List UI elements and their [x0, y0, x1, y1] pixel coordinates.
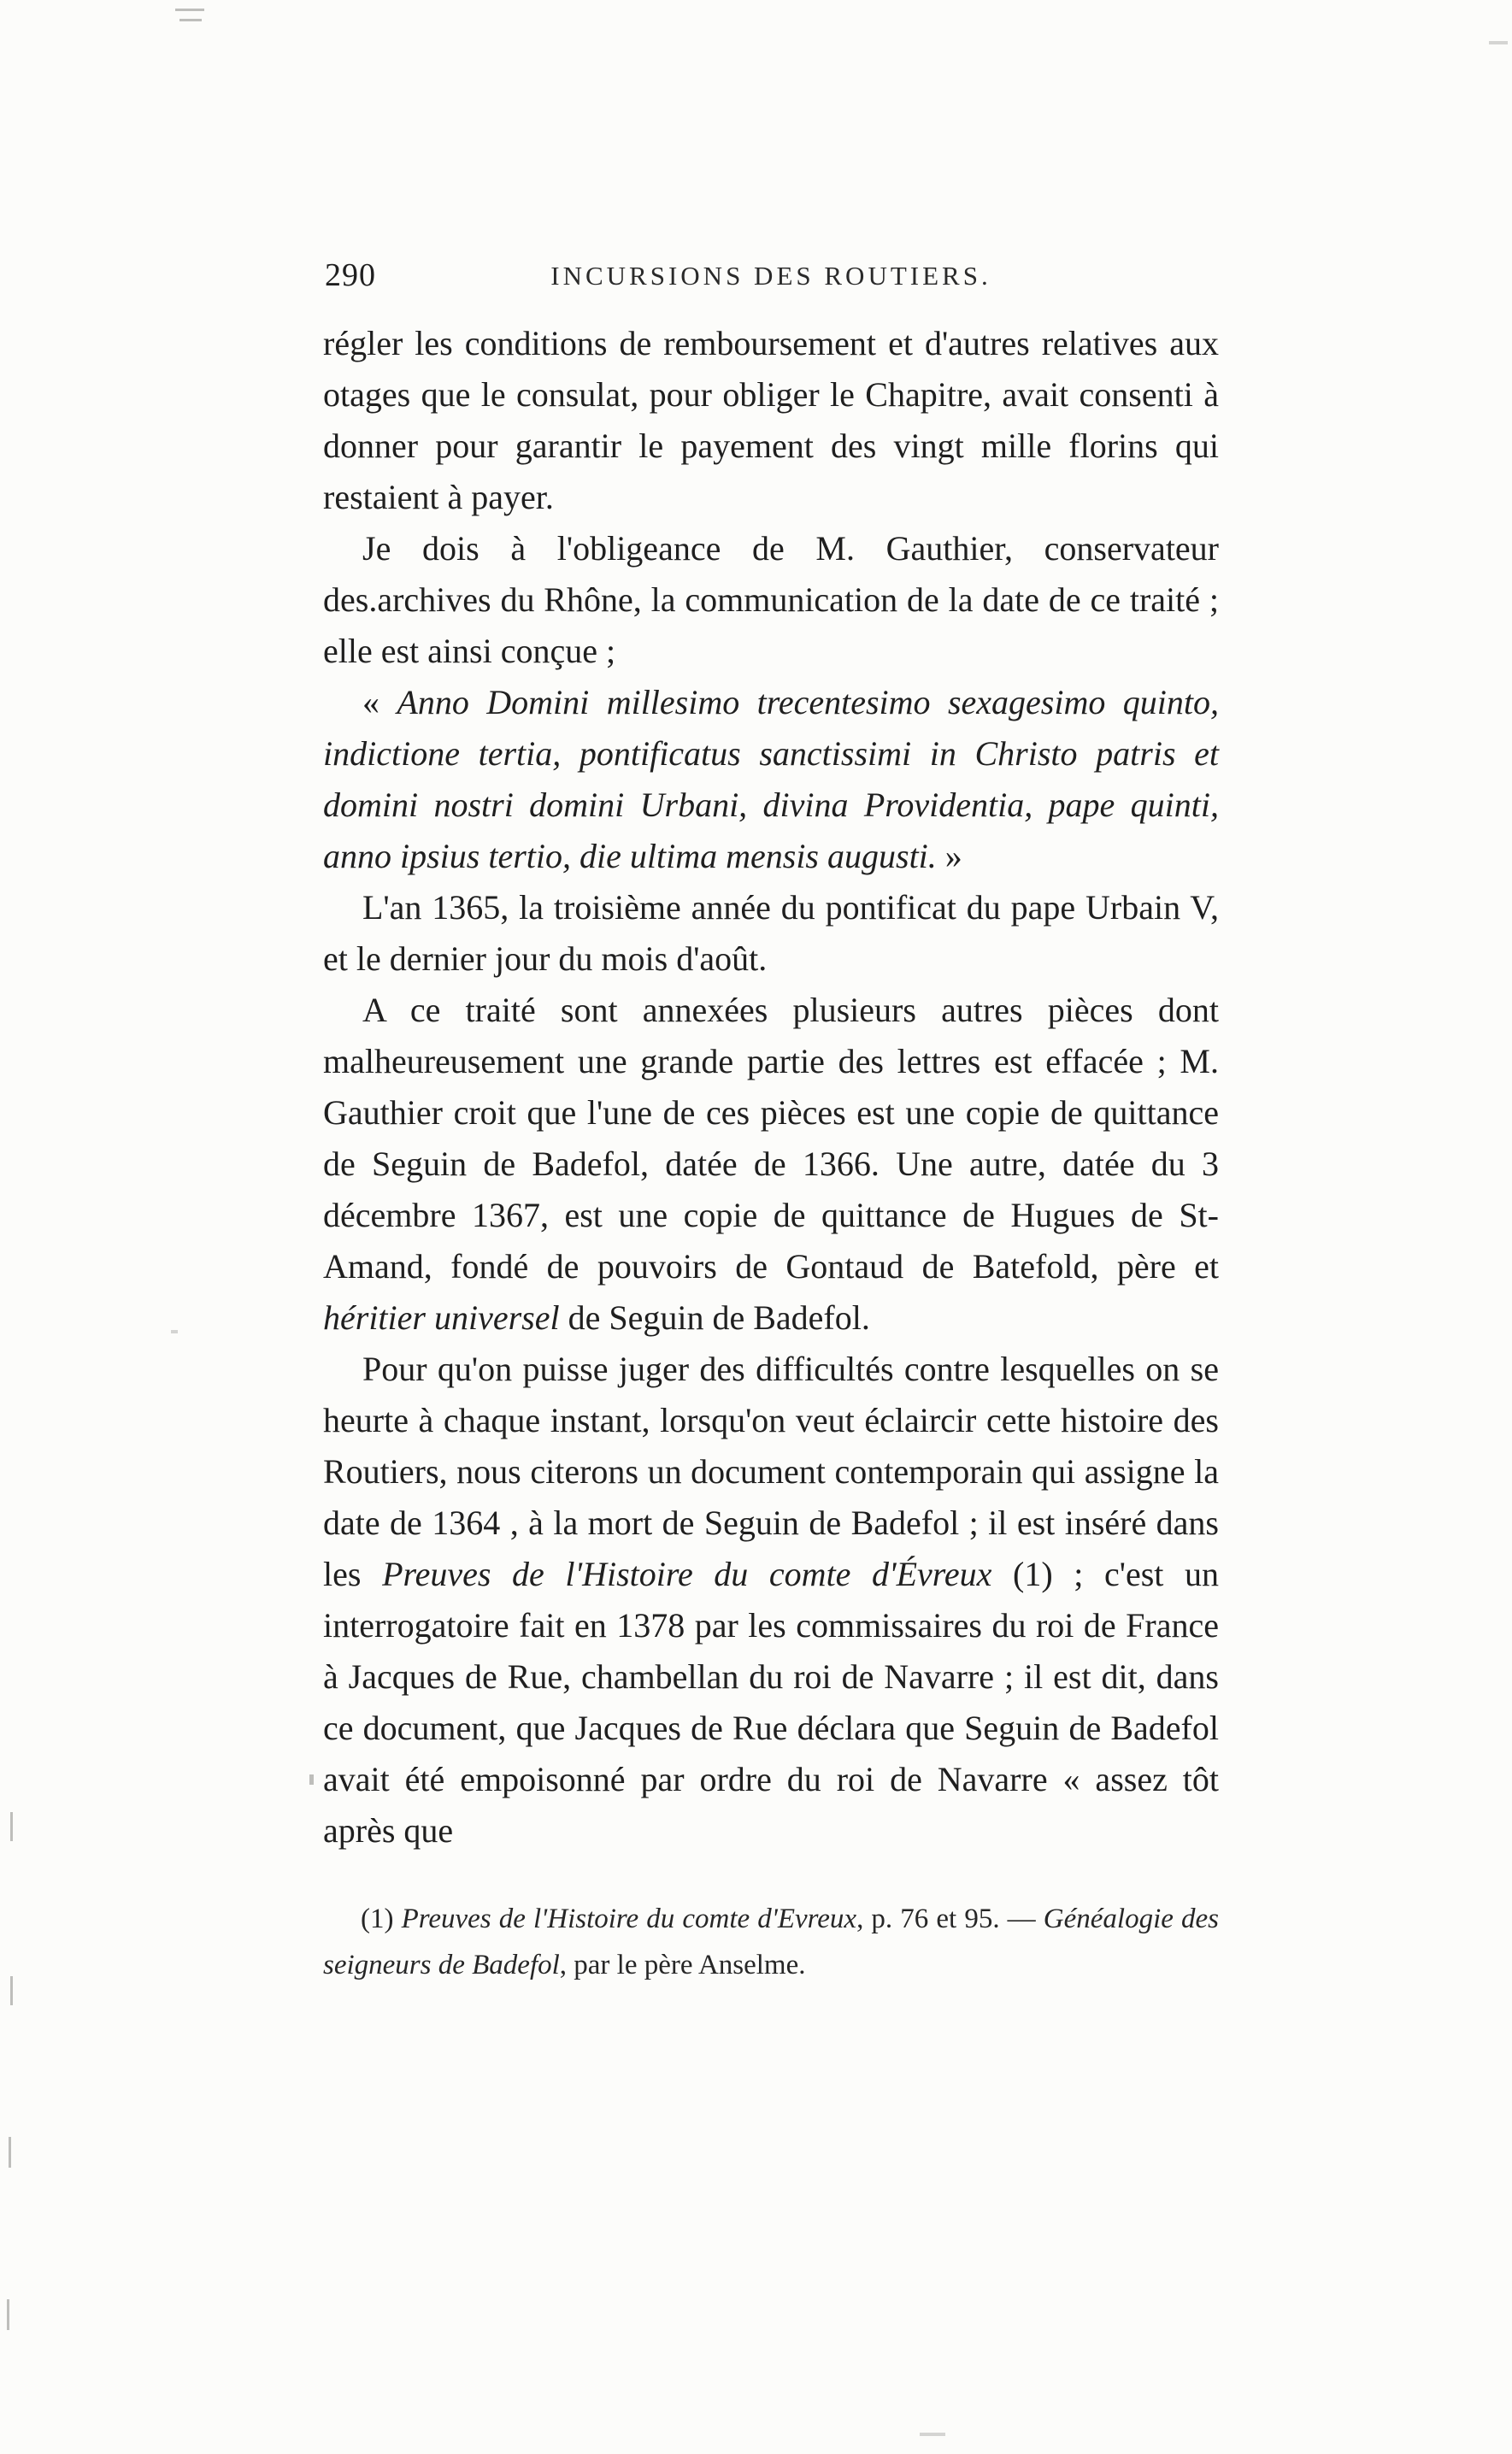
latin-quote-paragraph: [323, 677, 1219, 882]
scan-artifact: [7, 2299, 9, 2330]
scan-artifact: [171, 1330, 178, 1333]
paragraph-5-text: A ce traité sont annexées plusieurs autres pièces dont malheureusement une grande partie des lettres est effacée ; M. Gauthier croit que l'une de ces pièces est une copie de quittance de Seguin de Badefol, datée de 1366. Une autre, datée du 3 décembre 1367, est une copie de quittance de Hugues de St-Amand, fondé de pouvoirs de Gontaud de Batefold, père et: [323, 991, 1219, 1286]
footnote-title-1: Preuves de l'Histoire du comte d'Evreux: [401, 1904, 857, 1934]
footnote-mid-text: , p. 76 et 95. —: [856, 1904, 1044, 1934]
text-block: [323, 256, 1219, 1857]
quote-open-mark: «: [362, 683, 397, 721]
body-paragraph-1: régler les conditions de remboursement et d'autres relatives aux otages que le consulat, pour obliger le Chapitre, avait consenti à donner pour garantir le payement des vingt mille florins qui restaient à payer.: [323, 324, 1219, 516]
scan-artifact: [309, 1774, 314, 1785]
paragraph-6-book-title: Preuves de l'Histoire du comte d'Évreux: [382, 1555, 992, 1593]
scan-artifact: [9, 2137, 11, 2168]
footnote-title-2: Généalogie des seigneurs de Badefol: [323, 1904, 1219, 1980]
footnote: [323, 1896, 1219, 1988]
body-paragraph-2: Je dois à l'obligeance de M. Gauthier, conservateur des.archives du Rhône, la communication de la date de ce traité ; elle est ainsi conçue ;: [323, 529, 1219, 670]
latin-quote-text: Anno Domini millesimo trecentesimo sexagesimo quinto, indictione tertia, pontificatus sanctissimi in Christo patris et domini nostri domini Urbani, divina Providentia, pape quinti, anno ipsius tertio, die ultima mensis augusti.: [323, 683, 1219, 875]
scan-artifact: [920, 2433, 945, 2436]
quote-close-mark: »: [936, 837, 962, 875]
paragraph-6-text-end: (1) ; c'est un interrogatoire fait en 1378 par les commissaires du roi de France à Jacques de Rue, chambellan du roi de Navarre ; il est dit, dans ce document, que Jacques de Rue déclara que Seguin de Badefol avait été empoisonné par ordre du roi de Navarre « assez tôt après que: [323, 1555, 1220, 1850]
page-header: [323, 256, 1219, 296]
paragraph-5-italic-phrase: héritier universel: [323, 1298, 560, 1337]
page-number: 290: [325, 257, 376, 293]
running-title: INCURSIONS DES ROUTIERS.: [550, 261, 991, 291]
scan-artifact: [175, 9, 204, 11]
scan-artifact: [179, 19, 202, 21]
paragraph-5-text-end: de Seguin de Badefol.: [559, 1298, 870, 1337]
scan-artifact: [1489, 41, 1508, 44]
paragraph-6-text: Pour qu'on puisse juger des difficultés contre lesquelles on se heurte à chaque instant, lorsqu'on veut éclaircir cette histoire des Routiers, nous citerons un document contemporain qui assigne la date de 1364 , à la mort de Seguin de Badefol ; il est inséré dans les: [323, 1350, 1219, 1593]
footnote-marker: (1): [361, 1904, 402, 1934]
scan-artifact: [10, 1812, 13, 1841]
body-paragraph-4: L'an 1365, la troisième année du pontificat du pape Urbain V, et le dernier jour du mois d'août.: [323, 888, 1219, 978]
body-paragraph-5: [323, 985, 1219, 1344]
scan-artifact: [10, 1976, 13, 2005]
footnote-end-text: , par le père Anselme.: [559, 1950, 806, 1980]
body-paragraph-6: [323, 1344, 1219, 1857]
